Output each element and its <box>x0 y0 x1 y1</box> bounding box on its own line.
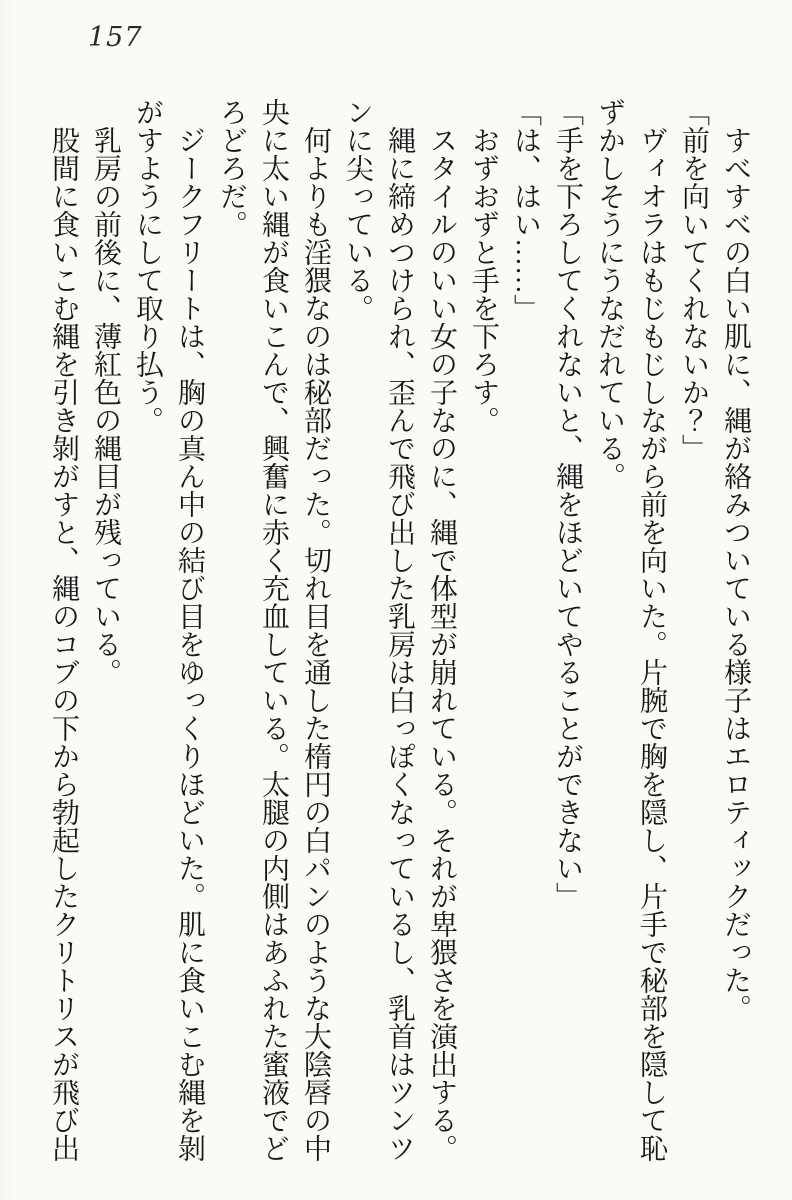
page-number: 157 <box>88 22 143 53</box>
paragraph: 股間に食いこむ縄を引き剝がすと、縄のコブの下から勃起したクリトリスが飛び出 <box>48 126 79 1162</box>
paragraph: ヴィオラはもじもじしながら前を向いた。片腕で胸を隠し、片手で秘部を隠して恥ずかしそうにうなだれている。 <box>594 98 667 1162</box>
paragraph: 乳房の前後に、薄紅色の縄目が残っている。 <box>90 126 121 686</box>
paragraph: すべすべの白い肌に、縄が絡みついている様子はエロティックだった。 <box>720 126 751 1022</box>
paragraph: 「は、はい……」 <box>510 98 541 322</box>
text-block <box>42 98 756 1164</box>
paragraph: おずおずと手を下ろす。 <box>468 126 499 434</box>
paragraph: 「前を向いてくれないか？」 <box>678 98 709 462</box>
paragraph: ジークフリートは、胸の真ん中の結び目をゆっくりほどいた。肌に食いこむ縄を剝がすようにして取り払う。 <box>132 98 205 1162</box>
paragraph: スタイルのいい女の子なのに、縄で体型が崩れている。それが卑猥さを演出する。 <box>426 126 457 1162</box>
paragraph: 「手を下ろしてくれないと、縄をほどいてやることができない」 <box>552 98 583 910</box>
paragraph: 縄に締めつけられ、歪んで飛び出した乳房は白っぽくなっているし、乳首はツンツンに尖っている。 <box>342 98 415 1162</box>
paragraph: 何よりも淫猥なのは秘部だった。切れ目を通した楕円の白パンのような大陰唇の中央に太い縄が食いこんで、興奮に赤く充血している。太腿の内側はあふれた蜜液でどろどろだ。 <box>216 98 331 1162</box>
